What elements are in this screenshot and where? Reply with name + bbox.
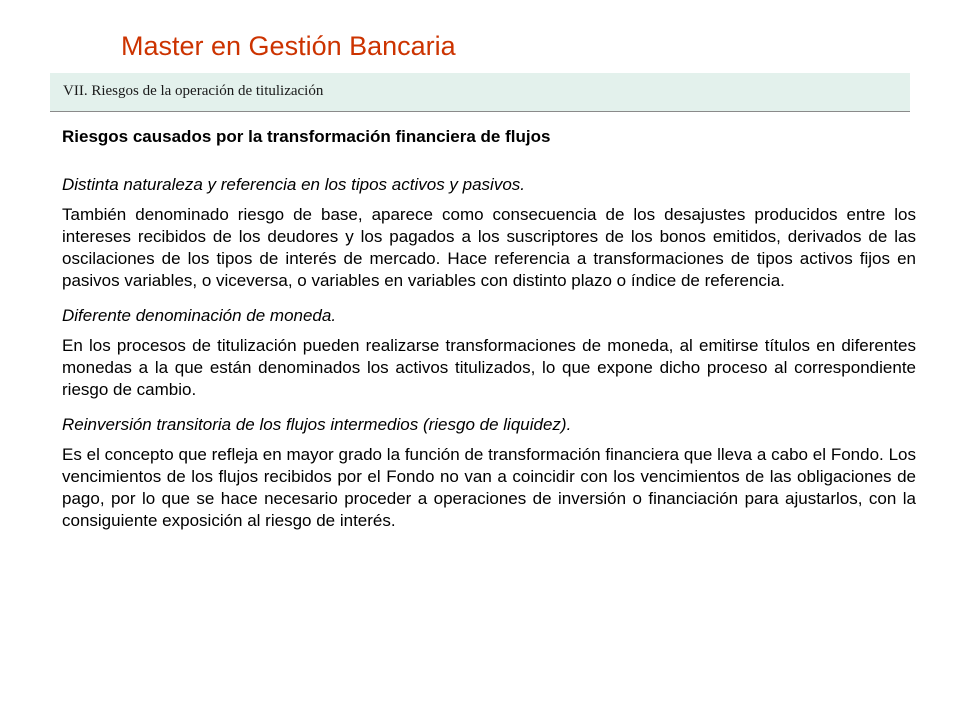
section-subtitle: Diferente denominación de moneda. — [62, 306, 337, 325]
section-body: Es el concepto que refleja en mayor grado la función de transformación financiera que lleva a cabo el Fondo. Los vencimientos de los flujos recibidos por el Fondo no van a coincidir con los vencimientos de las obligaciones de pago, por lo que se hace necesario proceder a operaciones de inversión o financiación para ajustarlos, con la consiguiente exposición al riesgo de interés. — [62, 445, 916, 530]
section-subtitle: Reinversión transitoria de los flujos intermedios (riesgo de liquidez). — [62, 415, 572, 434]
section-body: También denominado riesgo de base, aparece como consecuencia de los desajustes producidos entre los intereses recibidos de los deudores y los pagados a los suscriptores de los bonos emitidos, derivados de las oscilaciones de los tipos de interés de mercado. Hace referencia a transformaciones de tipos activos fijos en pasivos variables, o viceversa, o variables en variables con distinto plazo o índice de referencia. — [62, 205, 916, 290]
risk-section — [62, 305, 916, 401]
risk-section — [62, 414, 916, 532]
content-heading: Riesgos causados por la transformación financiera de flujos — [62, 127, 551, 146]
section-header-bar — [50, 73, 910, 112]
main-content — [62, 126, 916, 545]
section-subtitle: Distinta naturaleza y referencia en los tipos activos y pasivos. — [62, 175, 526, 194]
section-label: VII. Riesgos de la operación de titulización — [63, 83, 324, 99]
section-body: En los procesos de titulización pueden realizarse transformaciones de moneda, al emitirse títulos en diferentes monedas a la que están denominados los activos titulizados, lo que expone dicho proceso al correspondiente riesgo de cambio. — [62, 336, 916, 399]
page-title: Master en Gestión Bancaria — [121, 31, 456, 61]
risk-section — [62, 174, 916, 292]
